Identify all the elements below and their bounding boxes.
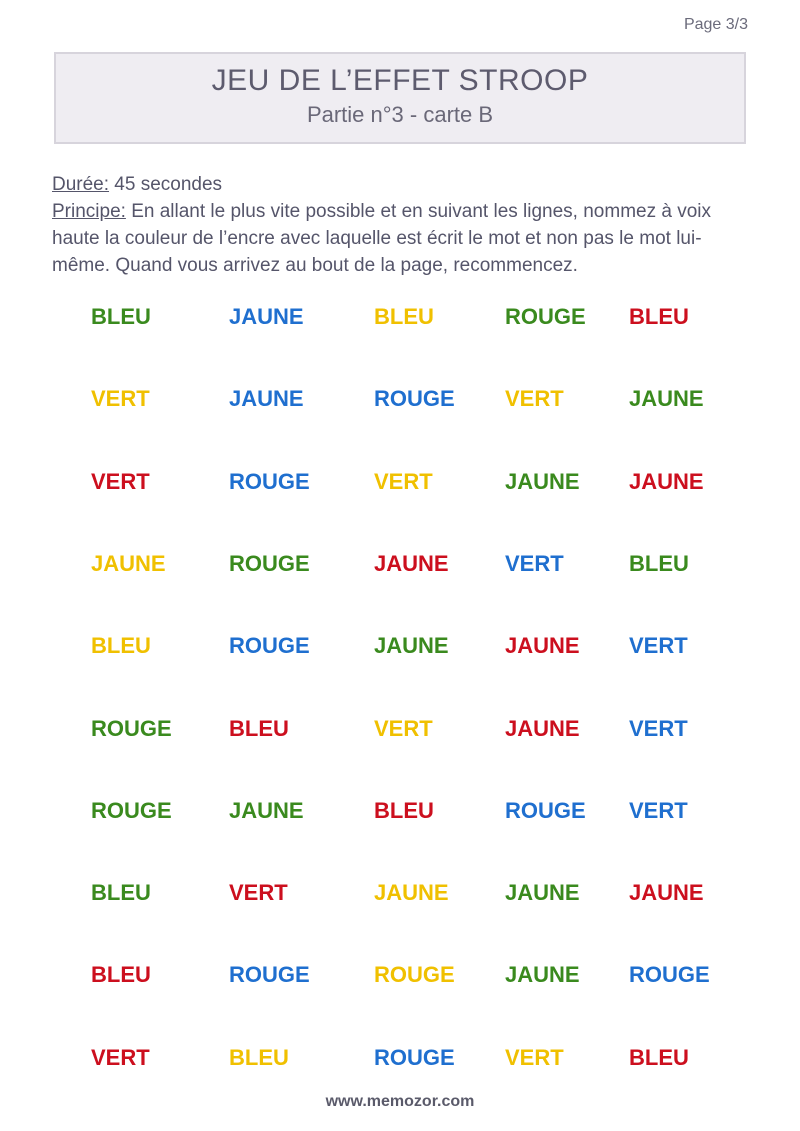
stroop-word: JAUNE: [629, 386, 704, 412]
stroop-word: JAUNE: [505, 715, 580, 741]
stroop-word: VERT: [629, 633, 688, 659]
stroop-word: BLEU: [91, 304, 151, 329]
stroop-word: JAUNE: [629, 468, 704, 494]
stroop-word: VERT: [505, 550, 564, 576]
stroop-word: BLEU: [374, 304, 434, 329]
stroop-word: BLEU: [374, 797, 434, 823]
stroop-word: VERT: [229, 880, 288, 906]
stroop-word: BLEU: [629, 1044, 689, 1070]
stroop-word: BLEU: [91, 880, 151, 906]
stroop-word: VERT: [505, 386, 564, 412]
stroop-word: ROUGE: [229, 468, 310, 494]
stroop-word: JAUNE: [91, 550, 166, 576]
duration-value: 45 secondes: [109, 174, 223, 195]
stroop-word: JAUNE: [374, 880, 449, 906]
stroop-word: VERT: [91, 468, 150, 494]
stroop-word: JAUNE: [505, 962, 580, 988]
stroop-word: ROUGE: [374, 962, 455, 988]
stroop-word: ROUGE: [374, 386, 455, 412]
stroop-word: BLEU: [629, 550, 689, 576]
stroop-word: ROUGE: [629, 962, 710, 988]
stroop-word: JAUNE: [505, 468, 580, 494]
page-title: JEU DE L’EFFET STROOP: [211, 64, 589, 97]
stroop-word: ROUGE: [229, 962, 310, 988]
stroop-word: JAUNE: [629, 880, 704, 906]
principle-label: Principe:: [52, 201, 126, 222]
stroop-word: JAUNE: [229, 304, 304, 329]
stroop-word: VERT: [91, 1044, 150, 1070]
stroop-word: VERT: [374, 468, 433, 494]
stroop-word: JAUNE: [229, 386, 304, 412]
stroop-word: BLEU: [91, 633, 151, 659]
stroop-word: JAUNE: [229, 797, 304, 823]
stroop-word: BLEU: [91, 962, 151, 988]
page-number: Page 3/3: [683, 16, 748, 33]
stroop-word: ROUGE: [91, 797, 172, 823]
stroop-word: JAUNE: [374, 550, 449, 576]
stroop-word: ROUGE: [229, 550, 310, 576]
stroop-word: ROUGE: [505, 304, 586, 329]
stroop-word: ROUGE: [374, 1044, 455, 1070]
stroop-word: VERT: [505, 1044, 564, 1070]
page-subtitle: Partie n°3 - carte B: [306, 102, 494, 127]
stroop-word: JAUNE: [505, 880, 580, 906]
stroop-word: ROUGE: [91, 715, 172, 741]
principle-text: En allant le plus vite possible et en suivant les lignes, nommez à voix haute la couleur de l’encre avec laquelle est écrit le mot et non pas le mot lui-même. Quand vous arrivez au bout de la page, recommencez.: [52, 201, 712, 276]
duration-label: Durée:: [52, 174, 110, 195]
stroop-word: ROUGE: [505, 797, 586, 823]
site-url: www.memozor.com: [325, 1093, 475, 1110]
stroop-word: JAUNE: [505, 633, 580, 659]
stroop-word: BLEU: [229, 1044, 289, 1070]
stroop-word: BLEU: [629, 304, 689, 329]
stroop-word: VERT: [91, 386, 150, 412]
stroop-word: BLEU: [229, 715, 289, 741]
stroop-word: VERT: [629, 715, 688, 741]
stroop-word: VERT: [374, 715, 433, 741]
stroop-word: JAUNE: [374, 633, 449, 659]
stroop-word: ROUGE: [229, 633, 310, 659]
stroop-word: VERT: [629, 797, 688, 823]
